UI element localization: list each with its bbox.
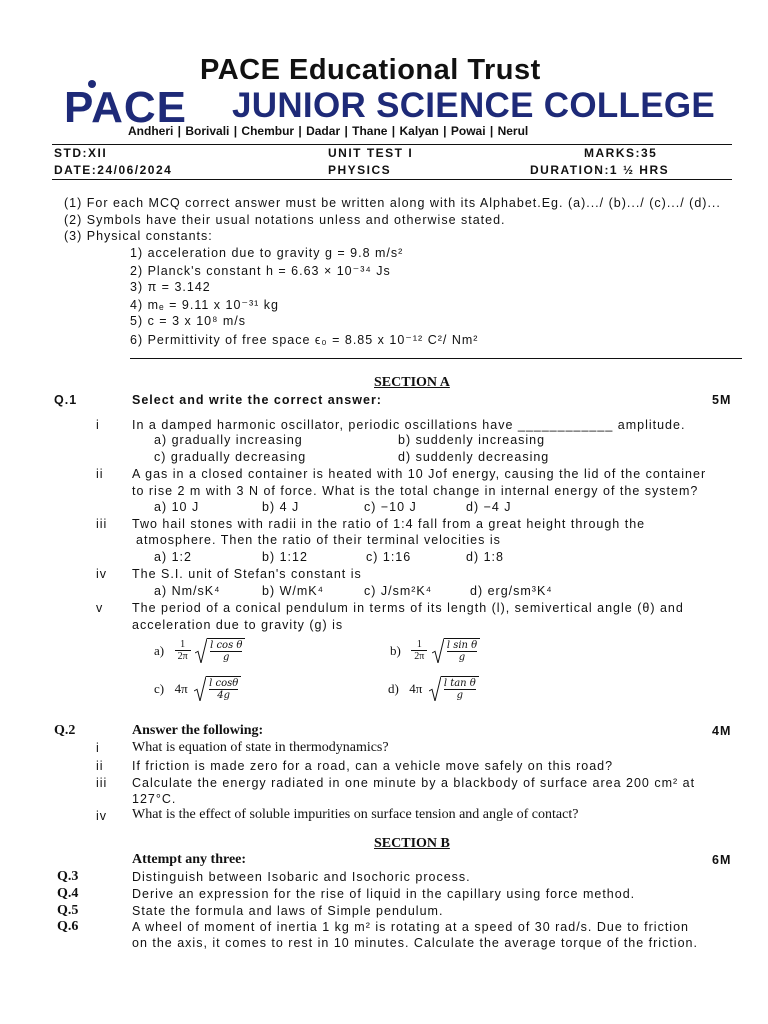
q1-ii-number: ii [96,467,104,481]
fraction: $\frac{1}{2\pi}$ [175,639,191,662]
q1-i-question: In a damped harmonic oscillator, periodic oscillations have ____________ amplitude. [132,418,686,432]
q2-marks: 4M [712,724,732,738]
q5-question: State the formula and laws of Simple pendulum. [132,904,444,918]
constant-1: 1) acceleration due to gravity g = 9.8 m/s² [130,246,404,260]
option-label: b) [390,642,401,658]
q1-v-number: v [96,601,104,615]
q1-iv-option-d: d) erg/sm³K⁴ [470,584,553,598]
section-a-title: SECTION A [374,375,450,390]
q1-ii-question-line1: A gas in a closed container is heated with 10 Jof energy, causing the lid of the container [132,467,707,481]
q1-i-option-b: b) suddenly increasing [398,433,546,447]
q2-iv-number: iv [96,809,108,823]
q1-iv-option-b: b) W/mK⁴ [262,584,324,598]
q2-ii-number: ii [96,759,104,773]
q1-ii-option-a: a) 10 J [154,500,200,514]
q2-iii-question-line1: Calculate the energy radiated in one minute by a blackbody of surface area 200 cm² at [132,776,696,790]
instruction-3: (3) Physical constants: [64,229,213,243]
q2-iii-question-line2: 127°C. [132,792,177,806]
q1-iii-option-d: d) 1:8 [466,550,504,564]
square-root: $\frac{\text{l cosθ}}{4g}$ [194,676,241,701]
constant-3: 3) π = 3.142 [130,280,211,294]
q1-ii-option-d: d) −4 J [466,500,512,514]
subject: PHYSICS [328,163,392,177]
section-b-heading: Attempt any three: [132,852,247,867]
q3-question: Distinguish between Isobaric and Isochoric process. [132,870,471,884]
q1-number: Q.1 [54,393,78,407]
constant-4: 4) mₑ = 9.11 x 10⁻³¹ kg [130,298,279,312]
q1-marks: 5M [712,393,732,407]
college-name: JUNIOR SCIENCE COLLEGE [232,86,716,125]
q1-v-question-line1: The period of a conical pendulum in terms of its length (l), semivertical angle (θ) and [132,601,684,615]
q1-iii-option-c: c) 1:16 [366,550,412,564]
q6-question-line1: A wheel of moment of inertia 1 kg m² is rotating at a speed of 30 rad/s. Due to friction [132,920,689,934]
q2-heading: Answer the following: [132,723,264,738]
section-b-marks: 6M [712,853,732,867]
q1-iv-question: The S.I. unit of Stefan's constant is [132,567,362,581]
q2-i-question: What is equation of state in thermodynamics? [132,740,389,755]
q2-ii-question: If friction is made zero for a road, can a vehicle move safely on this road? [132,759,614,773]
section-b-title: SECTION B [374,836,450,851]
q1-ii-option-c: c) −10 J [364,500,417,514]
q1-v-question-line2: acceleration due to gravity (g) is [132,618,344,632]
header-divider [52,144,732,145]
instruction-1: (1) For each MCQ correct answer must be written along with its Alphabet.Eg. (a).../ (b).../ (c).../ (d)... [64,196,721,210]
square-root: $\frac{\text{l cos θ}}{g}$ [195,638,245,663]
svg-text:PACE: PACE [64,83,187,128]
q2-iii-number: iii [96,776,108,790]
q1-iv-option-a: a) Nm/sK⁴ [154,584,221,598]
std-label: STD:XII [54,146,108,160]
option-label: c) [154,680,165,696]
q1-ii-option-b: b) 4 J [262,500,300,514]
q1-iii-option-a: a) 1:2 [154,550,192,564]
q1-v-option-a [154,638,245,663]
q6-number: Q.6 [57,919,79,934]
constant-6: 6) Permittivity of free space ϵ₀ = 8.85 x 10⁻¹² C²/ Nm² [130,333,479,347]
branches-list: Andheri | Borivali | Chembur | Dadar | Thane | Kalyan | Powai | Nerul [128,124,529,138]
q1-iii-question-line1: Two hail stones with radii in the ratio of 1:4 fall from a great height through the [132,517,646,531]
duration: DURATION:1 ½ HRS [530,163,670,177]
q1-iii-question-line2: atmosphere. Then the ratio of their terminal velocities is [136,533,501,547]
instructions-divider [130,358,742,359]
q1-v-option-d: d) 4π $\frac{\text{l tan θ}}{g}$ [388,676,479,701]
q1-iii-number: iii [96,517,108,531]
q1-ii-question-line2: to rise 2 m with 3 N of force. What is the total change in internal energy of the system? [132,484,699,498]
q1-iv-option-c: c) J/sm²K⁴ [364,584,433,598]
marks-total: MARKS:35 [584,146,658,160]
trust-name: PACE Educational Trust [200,54,541,86]
q2-iv-question: What is the effect of soluble impurities on surface tension and angle of contact? [132,807,579,822]
pace-logo [64,78,224,128]
square-root: $\frac{\text{l sin θ}}{g}$ [432,638,480,663]
q4-number: Q.4 [57,886,79,901]
instruction-2: (2) Symbols have their usual notations unless and otherwise stated. [64,213,506,227]
constant-2: 2) Planck's constant h = 6.63 × 10⁻³⁴ Js [130,264,391,278]
constant-5: 5) c = 3 x 10⁸ m/s [130,314,247,328]
q1-v-option-b [390,638,480,663]
q1-i-number: i [96,418,100,432]
square-root: $\frac{\text{l tan θ}}{g}$ [429,676,479,701]
exam-date: DATE:24/06/2024 [54,163,173,177]
option-label: a) [154,642,165,658]
q2-number: Q.2 [54,723,76,738]
q1-i-option-d: d) suddenly decreasing [398,450,550,464]
q1-heading: Select and write the correct answer: [132,393,382,407]
q1-iii-option-b: b) 1:12 [262,550,308,564]
q1-iv-number: iv [96,567,108,581]
q6-question-line2: on the axis, it comes to rest in 10 minutes. Calculate the average torque of the friction. [132,936,698,950]
q5-number: Q.5 [57,903,79,918]
q1-i-option-a: a) gradually increasing [154,433,303,447]
fraction: $\frac{1}{2\pi}$ [411,639,427,662]
option-label: d) [388,680,399,696]
q4-question: Derive an expression for the rise of liquid in the capillary using force method. [132,887,636,901]
q1-i-option-c: c) gradually decreasing [154,450,307,464]
q1-v-option-c: c) 4π $\frac{\text{l cosθ}}{4g}$ [154,676,241,701]
q2-i-number: i [96,741,100,755]
meta-divider [52,179,732,180]
test-name: UNIT TEST I [328,146,414,160]
q3-number: Q.3 [57,869,79,884]
